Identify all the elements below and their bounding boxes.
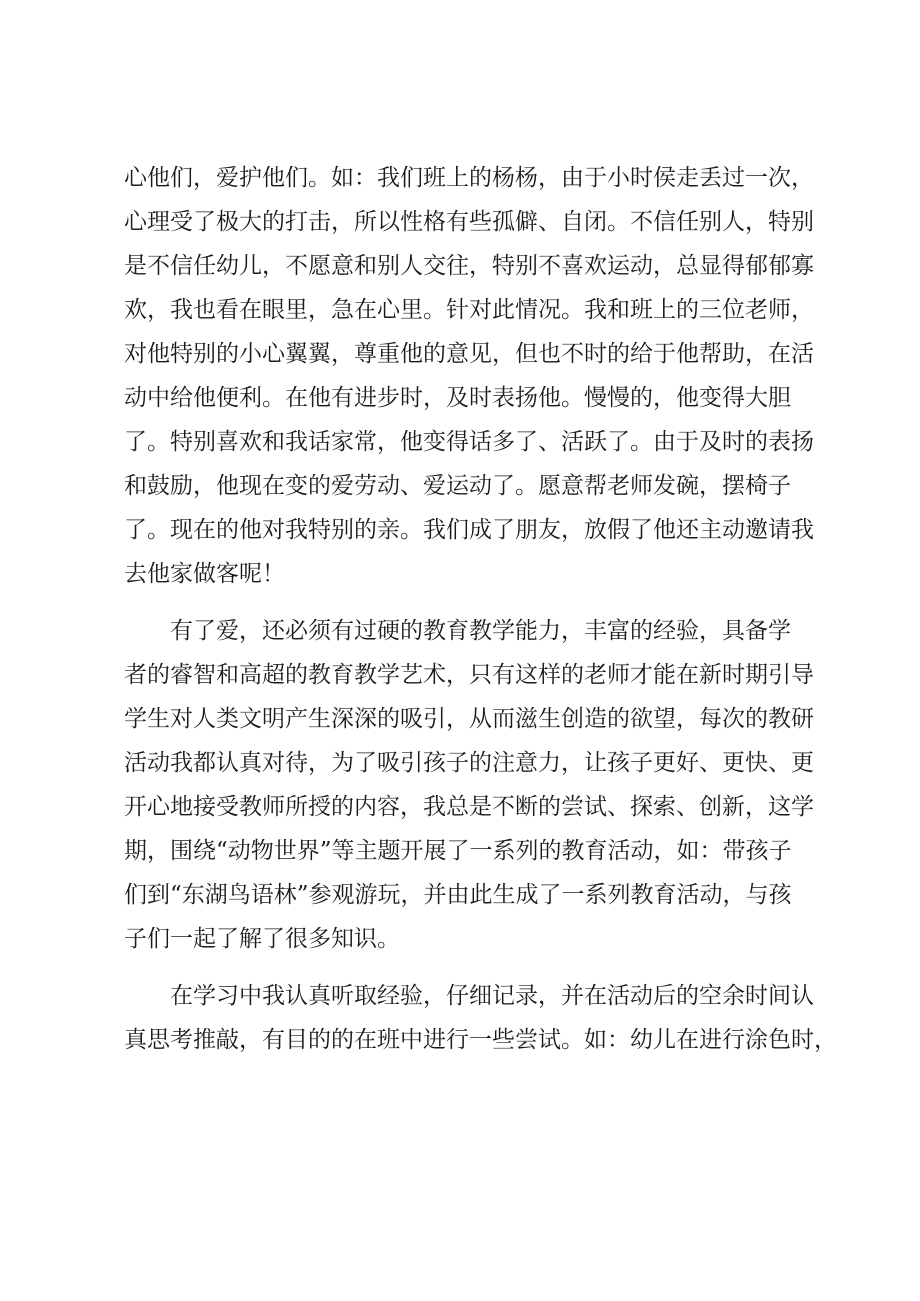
text-line: 去他家做客呢！	[124, 561, 285, 587]
text-line: 真思考推敲，有目的的在班中进行一些尝试。如：幼儿在进行涂色时，	[124, 1027, 837, 1053]
text-line: 者的睿智和高超的教育教学艺术，只有这样的老师才能在新时期引导	[124, 662, 814, 688]
text-line: 动中给他便利。在他有进步时，及时表扬他。慢慢的，他变得大胆	[124, 385, 791, 411]
text-line: 学生对人类文明产生深深的吸引，从而滋生创造的欲望，每次的教研	[124, 706, 814, 732]
text-line: 有了爱，还必须有过硬的教育教学能力，丰富的经验，具备学	[124, 618, 791, 644]
text-line: 对他特别的小心翼翼，尊重他的意见，但也不时的给于他帮助，在活	[124, 341, 814, 367]
text-line: 是不信任幼儿，不愿意和别人交往，特别不喜欢运动，总显得郁郁寡	[124, 253, 814, 279]
text-line: 期，围绕“动物世界”等主题开展了一系列的教育活动，如：带孩子	[124, 838, 792, 864]
text-line: 在学习中我认真听取经验，仔细记录，并在活动后的空余时间认	[124, 983, 814, 1009]
text-line: 心他们，爱护他们。如：我们班上的杨杨，由于小时侯走丢过一次，	[124, 165, 814, 191]
paragraph-3	[124, 974, 837, 1062]
text-line: 欢，我也看在眼里，急在心里。针对此情况。我和班上的三位老师，	[124, 297, 814, 323]
text-line: 活动我都认真对待，为了吸引孩子的注意力，让孩子更好、更快、更	[124, 750, 814, 776]
text-line: 们到“东湖鸟语林”参观游玩，并由此生成了一系列教育活动，与孩	[124, 882, 792, 908]
paragraph-1	[124, 156, 824, 596]
text-line: 开心地接受教师所授的内容，我总是不断的尝试、探索、创新，这学	[124, 794, 814, 820]
text-line: 了。现在的他对我特别的亲。我们成了朋友，放假了他还主动邀请我	[124, 517, 814, 543]
text-line: 了。特别喜欢和我话家常，他变得话多了、活跃了。由于及时的表扬	[124, 429, 814, 455]
document-body	[124, 156, 837, 1062]
text-line: 和鼓励，他现在变的爱劳动、爱运动了。愿意帮老师发碗，摆椅子	[124, 473, 791, 499]
text-line: 子们一起了解了很多知识。	[124, 926, 400, 952]
text-line: 心理受了极大的打击，所以性格有些孤僻、自闭。不信任别人，特别	[124, 209, 814, 235]
paragraph-2	[124, 609, 824, 961]
